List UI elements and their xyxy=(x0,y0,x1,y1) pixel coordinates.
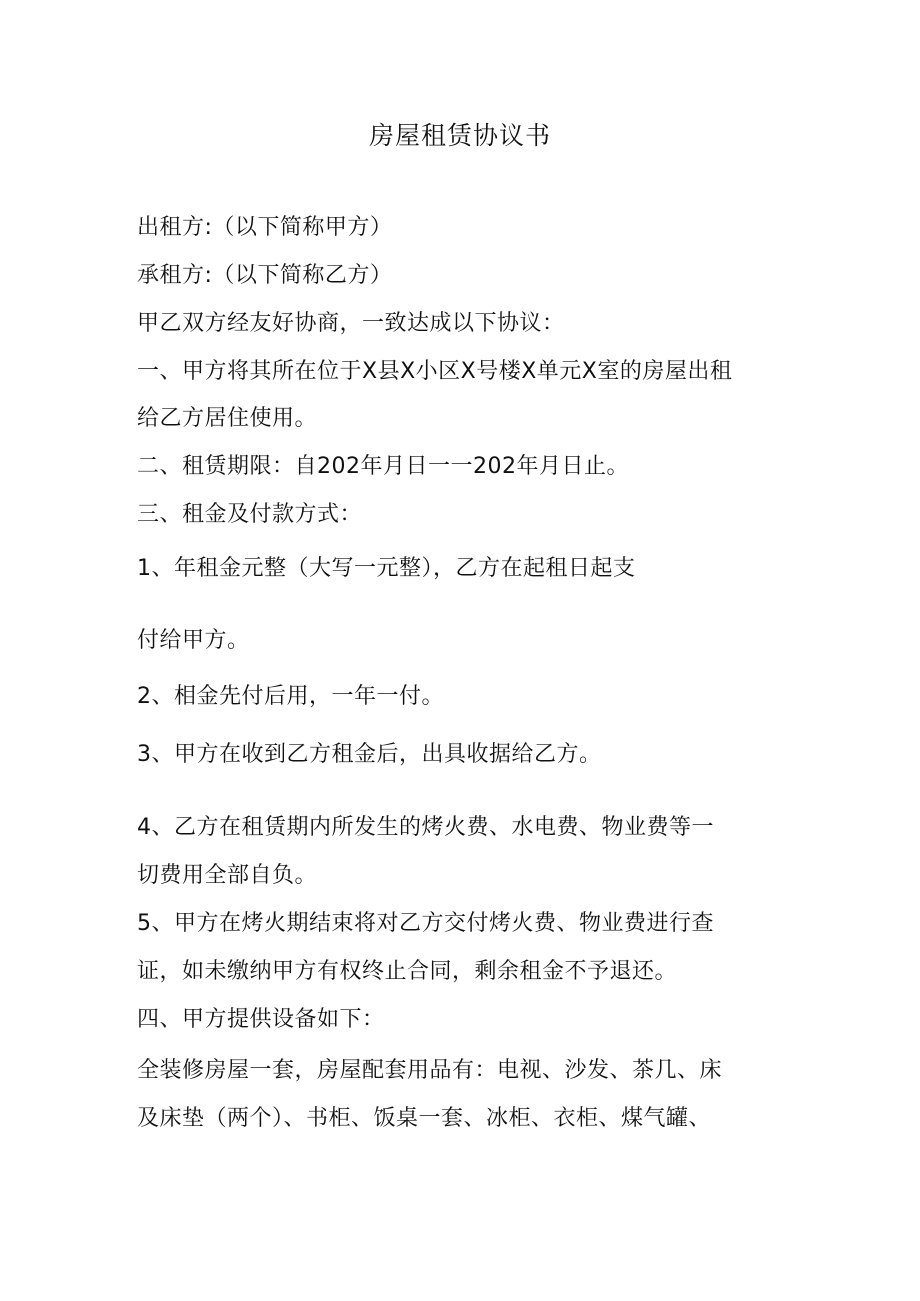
clause-3-item-1-line-1: 1、年租金元整（大写一元整），乙方在起租日起支 xyxy=(137,556,636,581)
clause-3-item-5-line-1: 5、甲方在烤火期结束将对乙方交付烤火费、物业费进行查 xyxy=(137,911,714,936)
clause-4-line-1: 全装修房屋一套，房屋配套用品有：电视、沙发、茶几、床 xyxy=(137,1058,723,1083)
clause-4-heading: 四、甲方提供设备如下： xyxy=(137,1007,385,1032)
clause-3-item-3: 3、甲方在收到乙方租金后，出具收据给乙方。 xyxy=(137,742,602,767)
clause-3-heading: 三、租金及付款方式： xyxy=(137,502,363,527)
clause-3-item-5-line-2: 证，如未缴纳甲方有权终止合同，剩余租金不予退还。 xyxy=(137,959,678,984)
clause-3-item-2: 2、相金先付后用，一年一付。 xyxy=(137,684,444,709)
clause-3-item-1-line-2: 付给甲方。 xyxy=(137,628,250,653)
clause-1-line-2: 给乙方居住使用。 xyxy=(137,406,318,431)
clause-4-line-2: 及床垫（两个）、书柜、饭桌一套、冰柜、衣柜、煤气罐、 xyxy=(137,1106,712,1131)
clause-3-item-4-line-2: 切费用全部自负。 xyxy=(137,863,318,888)
document-title: 房屋租赁协议书 xyxy=(368,121,551,150)
lessor-line: 出租方:（以下简称甲方） xyxy=(137,215,393,240)
lessee-line: 承租方:（以下简称乙方） xyxy=(137,263,393,288)
clause-3-item-4-line-1: 4、乙方在租赁期内所发生的烤火费、水电费、物业费等一 xyxy=(137,815,714,840)
clause-1-line-1: 一、甲方将其所在位于X县X小区X号楼X单元X室的房屋出租 xyxy=(137,359,733,384)
agreement-intro-line: 甲乙双方经友好协商，一致达成以下协议： xyxy=(137,311,565,336)
clause-2-line: 二、租赁期限：自202年月日一一202年月日止。 xyxy=(137,454,629,479)
